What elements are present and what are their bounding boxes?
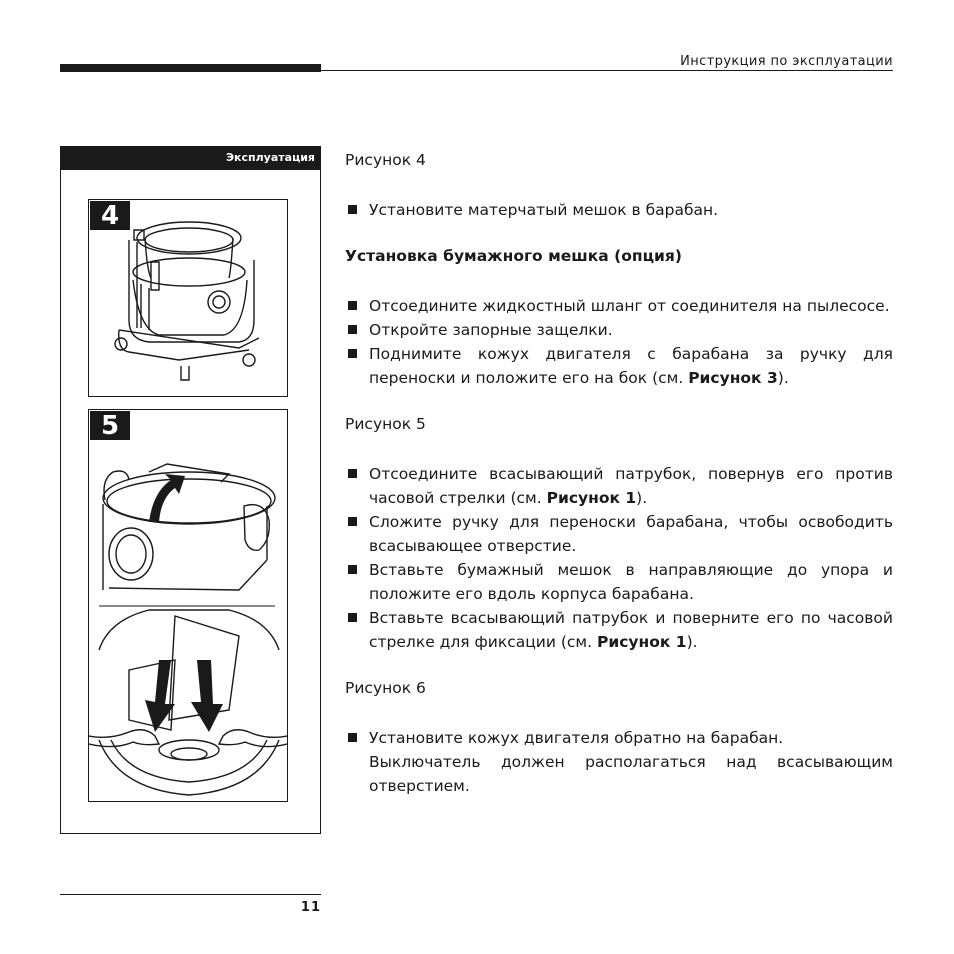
figure-reference: Рисунок 1 [596, 633, 687, 651]
footer-rule [60, 894, 321, 895]
header-rule-thin [321, 70, 893, 71]
figure-reference: Рисунок 1 [546, 489, 637, 507]
caption-figure-5: Рисунок 5 [345, 415, 426, 433]
list-item: Установите кожух двигателя обратно на барабан. [345, 726, 893, 750]
header-rule-thick [60, 64, 321, 72]
list-item: Отсоедините всасывающий патрубок, повернув его против часовой стрелки (см. Рисунок 1). [345, 462, 893, 510]
figure-4-number: 4 [90, 201, 130, 230]
figure-reference: Рисунок 3 [688, 369, 778, 387]
page-number: 11 [300, 900, 321, 915]
list-item: Установите матерчатый мешок в барабан. [345, 198, 893, 222]
caption-figure-6: Рисунок 6 [345, 679, 426, 697]
section-tab: Эксплуатация [60, 146, 321, 170]
figure-5-number: 5 [90, 411, 130, 440]
vacuum-drum-bag-illustration [89, 200, 287, 396]
list-item: Откройте запорные защелки. [345, 318, 893, 342]
steps-paper-bag [345, 294, 893, 390]
figure-4 [88, 199, 288, 397]
steps-figure-5 [345, 462, 893, 654]
list-item: Сложите ручку для переноски барабана, чтобы освободить всасывающее отверстие. [345, 510, 893, 558]
steps-figure-4 [345, 198, 893, 222]
list-item-note: Выключатель должен располагаться над всасывающим отверстием. [369, 753, 893, 795]
steps-figure-6 [345, 726, 893, 798]
instructions-column [345, 148, 893, 798]
paper-bag-insertion-illustration [89, 410, 287, 801]
down-arrow-right-icon [191, 660, 223, 732]
list-item: Отсоедините жидкостный шланг от соединителя на пылесосе. [345, 294, 893, 318]
caption-figure-4: Рисунок 4 [345, 151, 426, 169]
list-item: Вставьте бумажный мешок в направляющие до упора и положите его вдоль корпуса барабана. [345, 558, 893, 606]
section-subheading: Установка бумажного мешка (опция) [345, 247, 682, 265]
list-item: Вставьте всасывающий патрубок и поверните его по часовой стрелке для фиксации (см. Рисунок 1). [345, 606, 893, 654]
figure-5 [88, 409, 288, 802]
list-item: Поднимите кожух двигателя с барабана за ручку для переноски и положите его на бок (см. Рисунок 3). [345, 342, 893, 390]
document-title: Инструкция по эксплуатации [680, 54, 893, 69]
